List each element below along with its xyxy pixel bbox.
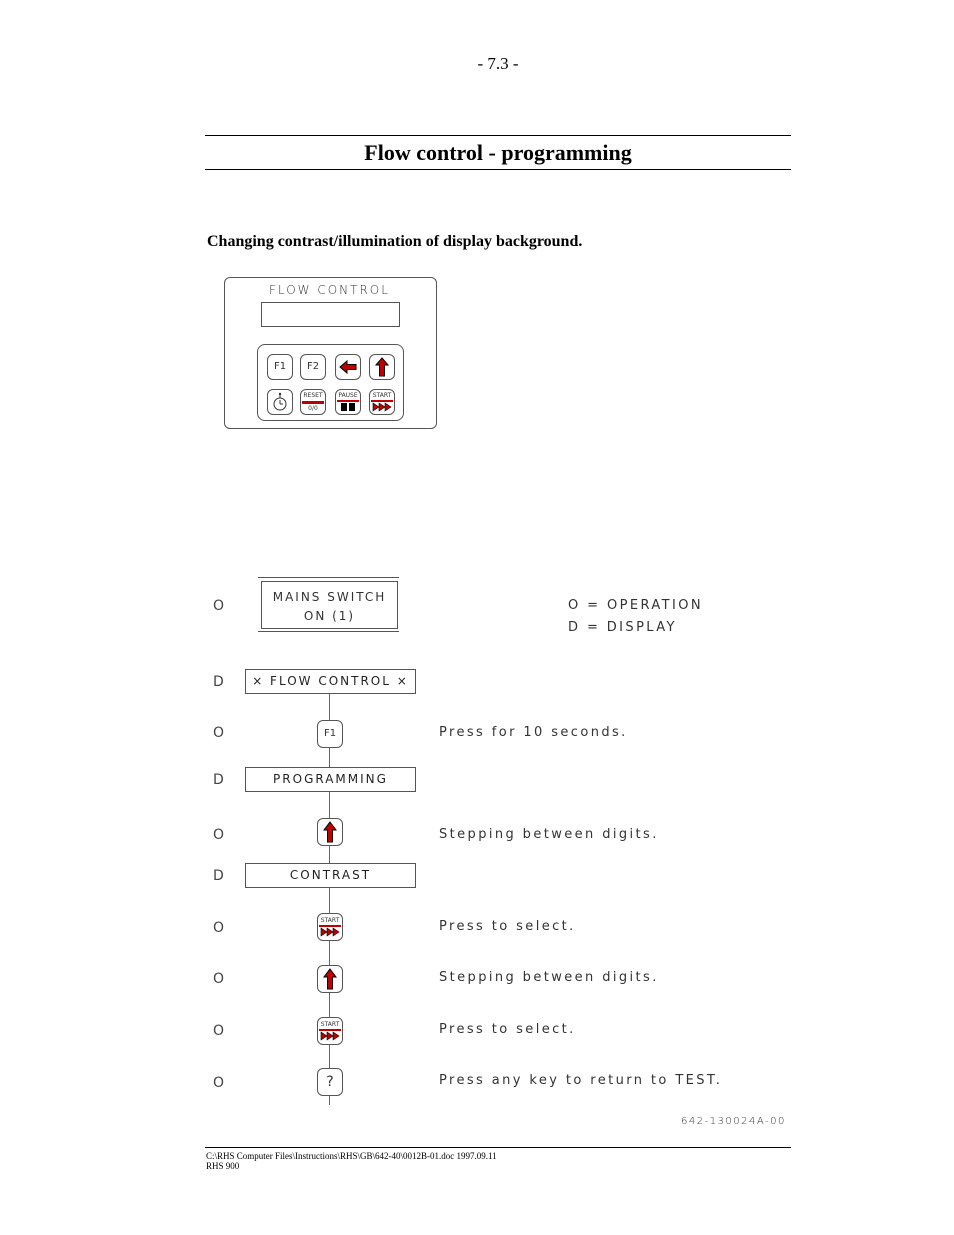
panel-label: FLOW CONTROL bbox=[269, 283, 390, 297]
step-key-any: ? bbox=[317, 1068, 343, 1096]
step-type-2: D bbox=[213, 674, 224, 690]
step-key-up-2 bbox=[317, 965, 343, 993]
figure-id: 642-130024A-00 bbox=[681, 1116, 786, 1127]
start-key-label: START bbox=[320, 1021, 340, 1028]
up-arrow-key bbox=[369, 354, 395, 380]
start-key-label: START bbox=[320, 917, 340, 924]
step-type-5: O bbox=[213, 827, 225, 843]
step-type-6: D bbox=[213, 868, 224, 884]
legend-display: D = DISPLAY bbox=[568, 620, 677, 635]
mains-switch-line2: ON (1) bbox=[303, 609, 356, 623]
footer-model: RHS 900 bbox=[206, 1161, 240, 1171]
panel-display bbox=[261, 302, 400, 327]
mains-switch-box bbox=[258, 577, 399, 632]
left-arrow-icon bbox=[336, 355, 360, 379]
step-desc-10: Press any key to return to TEST. bbox=[439, 1073, 723, 1088]
step-desc-7: Press to select. bbox=[439, 919, 576, 934]
reset-key bbox=[300, 389, 326, 415]
step-desc-9: Press to select. bbox=[439, 1022, 576, 1037]
f1-key: F1 bbox=[267, 354, 293, 380]
up-arrow-icon bbox=[318, 966, 342, 992]
pause-icon bbox=[337, 402, 359, 412]
step-key-f1: F1 bbox=[317, 720, 343, 748]
step-type-7: O bbox=[213, 920, 225, 936]
step-type-10: O bbox=[213, 1075, 225, 1091]
step-desc-5: Stepping between digits. bbox=[439, 827, 659, 842]
display-flow-control: × FLOW CONTROL × bbox=[245, 669, 416, 694]
step-type-1: O bbox=[213, 598, 225, 614]
display-programming: PROGRAMMING bbox=[245, 767, 416, 792]
step-type-8: O bbox=[213, 971, 225, 987]
page-title: Flow control - programming bbox=[364, 140, 632, 165]
footer-path: C:\RHS Computer Files\Instructions\RHS\GB\642-40\0012B-01.doc 1997.09.11 bbox=[206, 1151, 497, 1161]
step-desc-8: Stepping between digits. bbox=[439, 970, 659, 985]
step-type-9: O bbox=[213, 1023, 225, 1039]
reset-key-label: RESET bbox=[303, 392, 323, 399]
step-desc-3: Press for 10 seconds. bbox=[439, 725, 628, 740]
step-key-up-1 bbox=[317, 818, 343, 846]
display-contrast: CONTRAST bbox=[245, 863, 416, 888]
reset-key-bar bbox=[302, 401, 324, 404]
start-key bbox=[369, 389, 395, 415]
play-triple-icon bbox=[319, 927, 341, 937]
up-arrow-icon bbox=[370, 355, 394, 379]
title-bottom-rule bbox=[205, 169, 791, 170]
pause-key bbox=[335, 389, 361, 415]
section-subtitle: Changing contrast/illumination of display background. bbox=[207, 233, 583, 250]
play-triple-icon bbox=[319, 1031, 341, 1041]
step-type-3: O bbox=[213, 725, 225, 741]
mains-switch-line1: MAINS SWITCH bbox=[272, 590, 387, 604]
title-top-rule bbox=[205, 135, 791, 136]
play-triple-icon bbox=[371, 402, 393, 412]
legend-operation: O = OPERATION bbox=[568, 598, 703, 613]
step-key-start-1 bbox=[317, 913, 343, 941]
footer-rule bbox=[205, 1147, 791, 1148]
timer-key bbox=[267, 389, 293, 415]
f2-key: F2 bbox=[300, 354, 326, 380]
step-type-4: D bbox=[213, 772, 224, 788]
step-key-start-2 bbox=[317, 1017, 343, 1045]
up-arrow-icon bbox=[318, 819, 342, 845]
start-key-label: START bbox=[372, 392, 392, 399]
back-arrow-key bbox=[335, 354, 361, 380]
reset-key-sub: 0/0 bbox=[308, 405, 318, 412]
page-number: - 7.3 - bbox=[477, 54, 519, 73]
keypad bbox=[257, 344, 404, 421]
stopwatch-icon bbox=[268, 390, 292, 414]
pause-key-label: PAUSE bbox=[338, 392, 358, 399]
